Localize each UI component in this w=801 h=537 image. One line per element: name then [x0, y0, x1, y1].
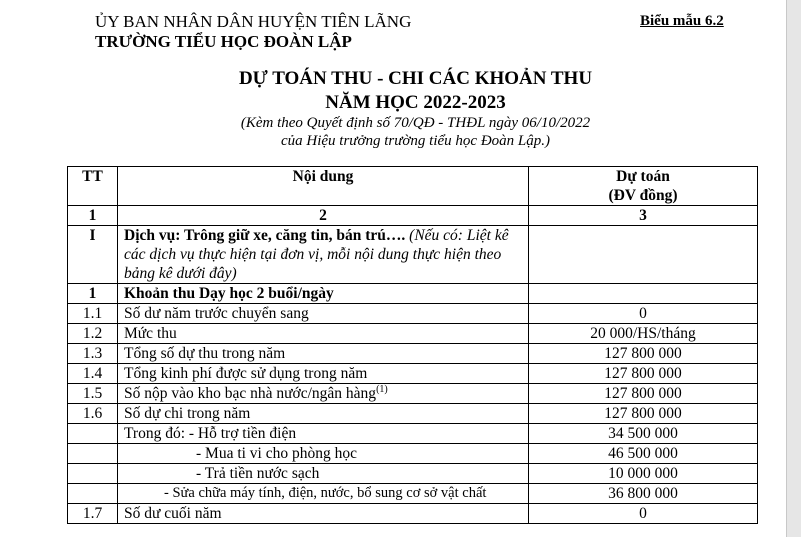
row-tt: 1.4: [68, 364, 118, 384]
group-value: [529, 284, 758, 304]
column-number-1: 1: [68, 206, 118, 226]
row-value: 127 800 000: [529, 344, 758, 364]
table-header-row: [68, 167, 758, 206]
row-value: 127 800 000: [529, 384, 758, 404]
detail-row: [68, 424, 758, 444]
detail-tt: [68, 464, 118, 484]
row-value: 0: [529, 504, 758, 524]
group-tt: 1: [68, 284, 118, 304]
header-tt: TT: [68, 167, 118, 206]
row-tt: 1.5: [68, 384, 118, 404]
detail-row: [68, 464, 758, 484]
table-row: [68, 404, 758, 424]
header-budget-line1: Dự toán: [616, 168, 670, 185]
row-content: Tổng kinh phí được sử dụng trong năm: [118, 364, 529, 384]
row-value: 127 800 000: [529, 364, 758, 384]
detail-content: - Trả tiền nước sạch: [118, 464, 529, 484]
table-row: [68, 384, 758, 404]
row-tt: 1.3: [68, 344, 118, 364]
header-budget: [529, 167, 758, 206]
decision-note-line2: của Hiệu trưởng trường tiểu học Đoàn Lập.): [280, 133, 551, 149]
document-title: DỰ TOÁN THU - CHI CÁC KHOẢN THU: [238, 68, 593, 89]
decision-note-line1: (Kèm theo Quyết định số 70/QĐ - THĐL ngày 06/10/2022: [240, 115, 591, 131]
row-value: 0: [529, 304, 758, 324]
row-content: [118, 384, 529, 404]
table-row: [68, 304, 758, 324]
row-value: 127 800 000: [529, 404, 758, 424]
detail-value: 10 000 000: [529, 464, 758, 484]
row-content-text: Số nộp vào kho bạc nhà nước/ngân hàng: [124, 385, 377, 402]
column-number-2: 2: [118, 206, 529, 226]
table-row: [68, 364, 758, 384]
section-value: [529, 226, 758, 284]
detail-value: 36 800 000: [529, 484, 758, 504]
detail-value: 46 500 000: [529, 444, 758, 464]
detail-tt: [68, 484, 118, 504]
section-title-bold: Dịch vụ: Trông giữ xe, căng tin, bán trú….: [124, 227, 406, 244]
column-number-row: [68, 206, 758, 226]
section-row: [68, 226, 758, 284]
row-tt: 1.7: [68, 504, 118, 524]
detail-content: - Mua ti vi cho phòng học: [118, 444, 529, 464]
section-tt: I: [68, 226, 118, 284]
group-row: [68, 284, 758, 304]
table-row: [68, 504, 758, 524]
row-content: Số dư cuối năm: [118, 504, 529, 524]
org-name-line1: ỦY BAN NHÂN DÂN HUYỆN TIÊN LÃNG: [95, 12, 412, 31]
detail-row: [68, 484, 758, 504]
section-title-note: (Nếu có: Liệt kê các dịch vụ thực hiện tại đơn vị, mỗi nội dung thực hiện theo bảng kê dưới đây): [124, 227, 509, 282]
row-content: Mức thu: [118, 324, 529, 344]
detail-content: Trong đó: - Hỗ trợ tiền điện: [118, 424, 529, 444]
table-row: [68, 344, 758, 364]
row-content: Số dư năm trước chuyển sang: [118, 304, 529, 324]
detail-tt: [68, 444, 118, 464]
detail-row: [68, 444, 758, 464]
row-content: Tổng số dự thu trong năm: [118, 344, 529, 364]
detail-content: - Sửa chữa máy tính, điện, nước, bổ sung cơ sở vật chất: [118, 484, 529, 504]
row-tt: 1.1: [68, 304, 118, 324]
form-code: Biểu mẫu 6.2: [640, 13, 724, 29]
group-title: Khoản thu Dạy học 2 buổi/ngày: [118, 284, 529, 304]
row-value: 20 000/HS/tháng: [529, 324, 758, 344]
header-budget-line2: (ĐV đồng): [608, 187, 678, 204]
header-content: Nội dung: [118, 167, 529, 206]
detail-tt: [68, 424, 118, 444]
row-tt: 1.2: [68, 324, 118, 344]
section-title: [118, 226, 529, 284]
column-number-3: 3: [529, 206, 758, 226]
document-subtitle: NĂM HỌC 2022-2023: [325, 92, 506, 113]
row-tt: 1.6: [68, 404, 118, 424]
org-name-line2: TRƯỜNG TIỂU HỌC ĐOÀN LẬP: [95, 32, 352, 51]
budget-table: [67, 166, 758, 524]
row-content: Số dự chi trong năm: [118, 404, 529, 424]
table-row: [68, 324, 758, 344]
detail-value: 34 500 000: [529, 424, 758, 444]
footnote-marker: (1): [376, 383, 388, 395]
